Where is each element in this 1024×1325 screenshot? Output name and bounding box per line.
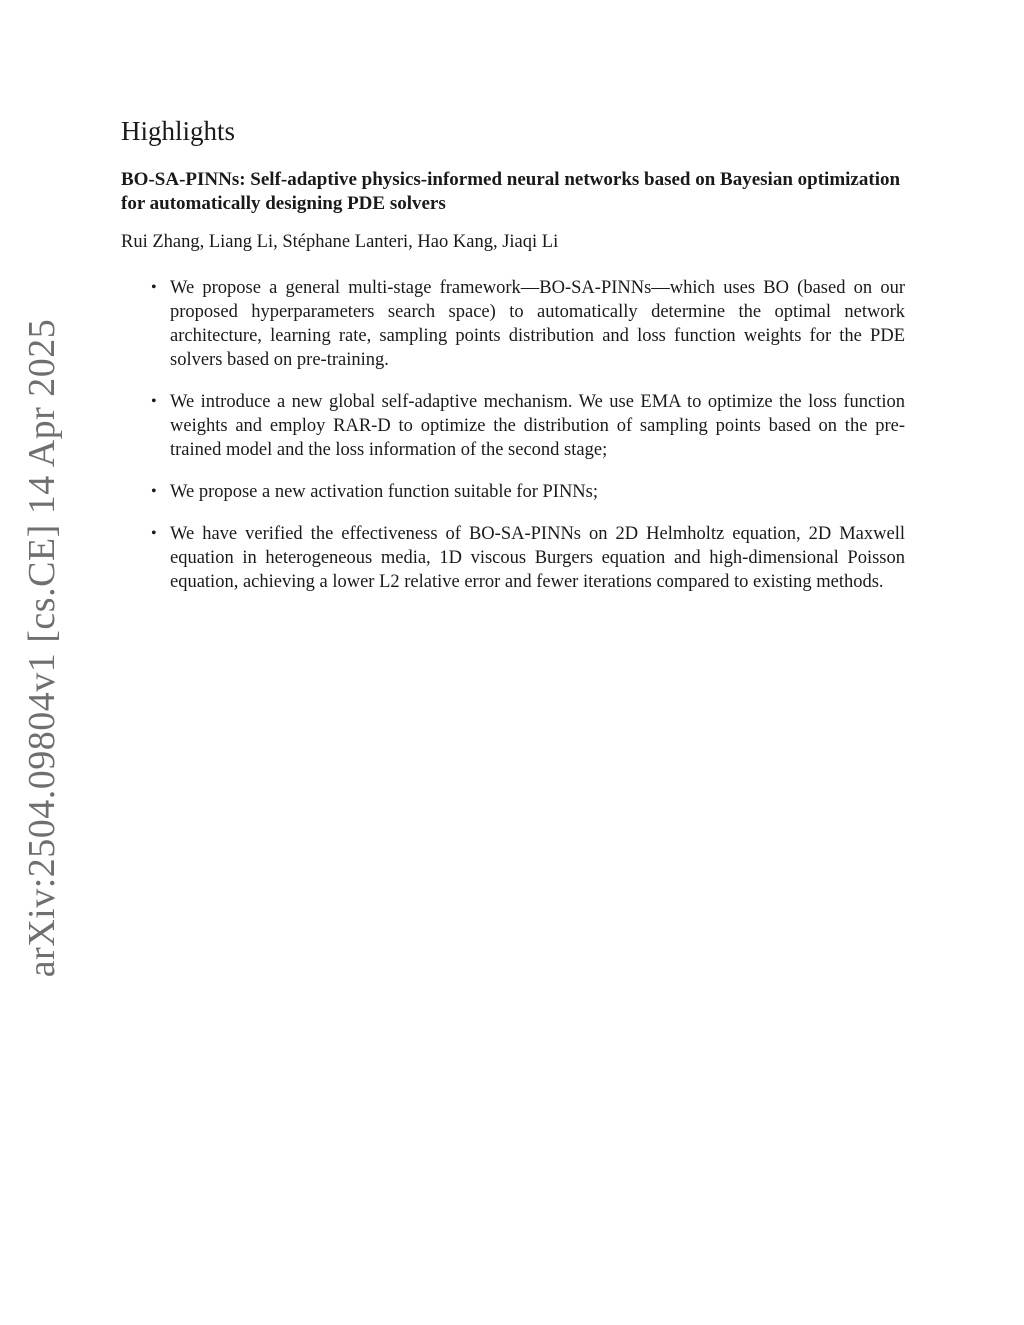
bullet-icon: • xyxy=(151,279,157,296)
highlight-item xyxy=(151,276,905,372)
bullet-icon: • xyxy=(151,393,157,410)
highlight-text: We propose a new activation function suitable for PINNs; xyxy=(170,482,599,502)
arxiv-identifier-stamp: arXiv:2504.09804v1 [cs.CE] 14 Apr 2025 xyxy=(21,318,63,978)
highlight-item xyxy=(151,522,905,594)
highlights-page xyxy=(121,114,921,612)
highlight-text: We have verified the effectiveness of BO-SA-PINNs on 2D Helmholtz equation, 2D Maxwell equation in heterogeneous media, 1D viscous Burgers equation and high-dimensional Poisson equation, achieving a lower L2 relative error and fewer iterations compared to existing methods. xyxy=(170,524,905,592)
paper-title: BO-SA-PINNs: Self-adaptive physics-informed neural networks based on Bayesian optimization for automatically designing PDE solvers xyxy=(121,169,901,214)
bullet-icon: • xyxy=(151,525,157,542)
highlight-text: We propose a general multi-stage framework—BO-SA-PINNs—which uses BO (based on our proposed hyperparameters search space) to automatically determine the optimal network architecture, learning rate, sampling points distribution and loss function weights for the PDE solvers based on pre-training. xyxy=(170,278,905,370)
highlight-text: We introduce a new global self-adaptive mechanism. We use EMA to optimize the loss function weights and employ RAR-D to optimize the distribution of sampling points based on the pre-trained model and the loss information of the second stage; xyxy=(170,392,905,460)
highlight-item xyxy=(151,390,905,462)
section-heading: Highlights xyxy=(121,116,236,146)
highlights-list xyxy=(121,276,921,594)
highlight-item xyxy=(151,480,905,504)
author-list: Rui Zhang, Liang Li, Stéphane Lanteri, Hao Kang, Jiaqi Li xyxy=(121,232,559,252)
bullet-icon: • xyxy=(151,483,157,500)
